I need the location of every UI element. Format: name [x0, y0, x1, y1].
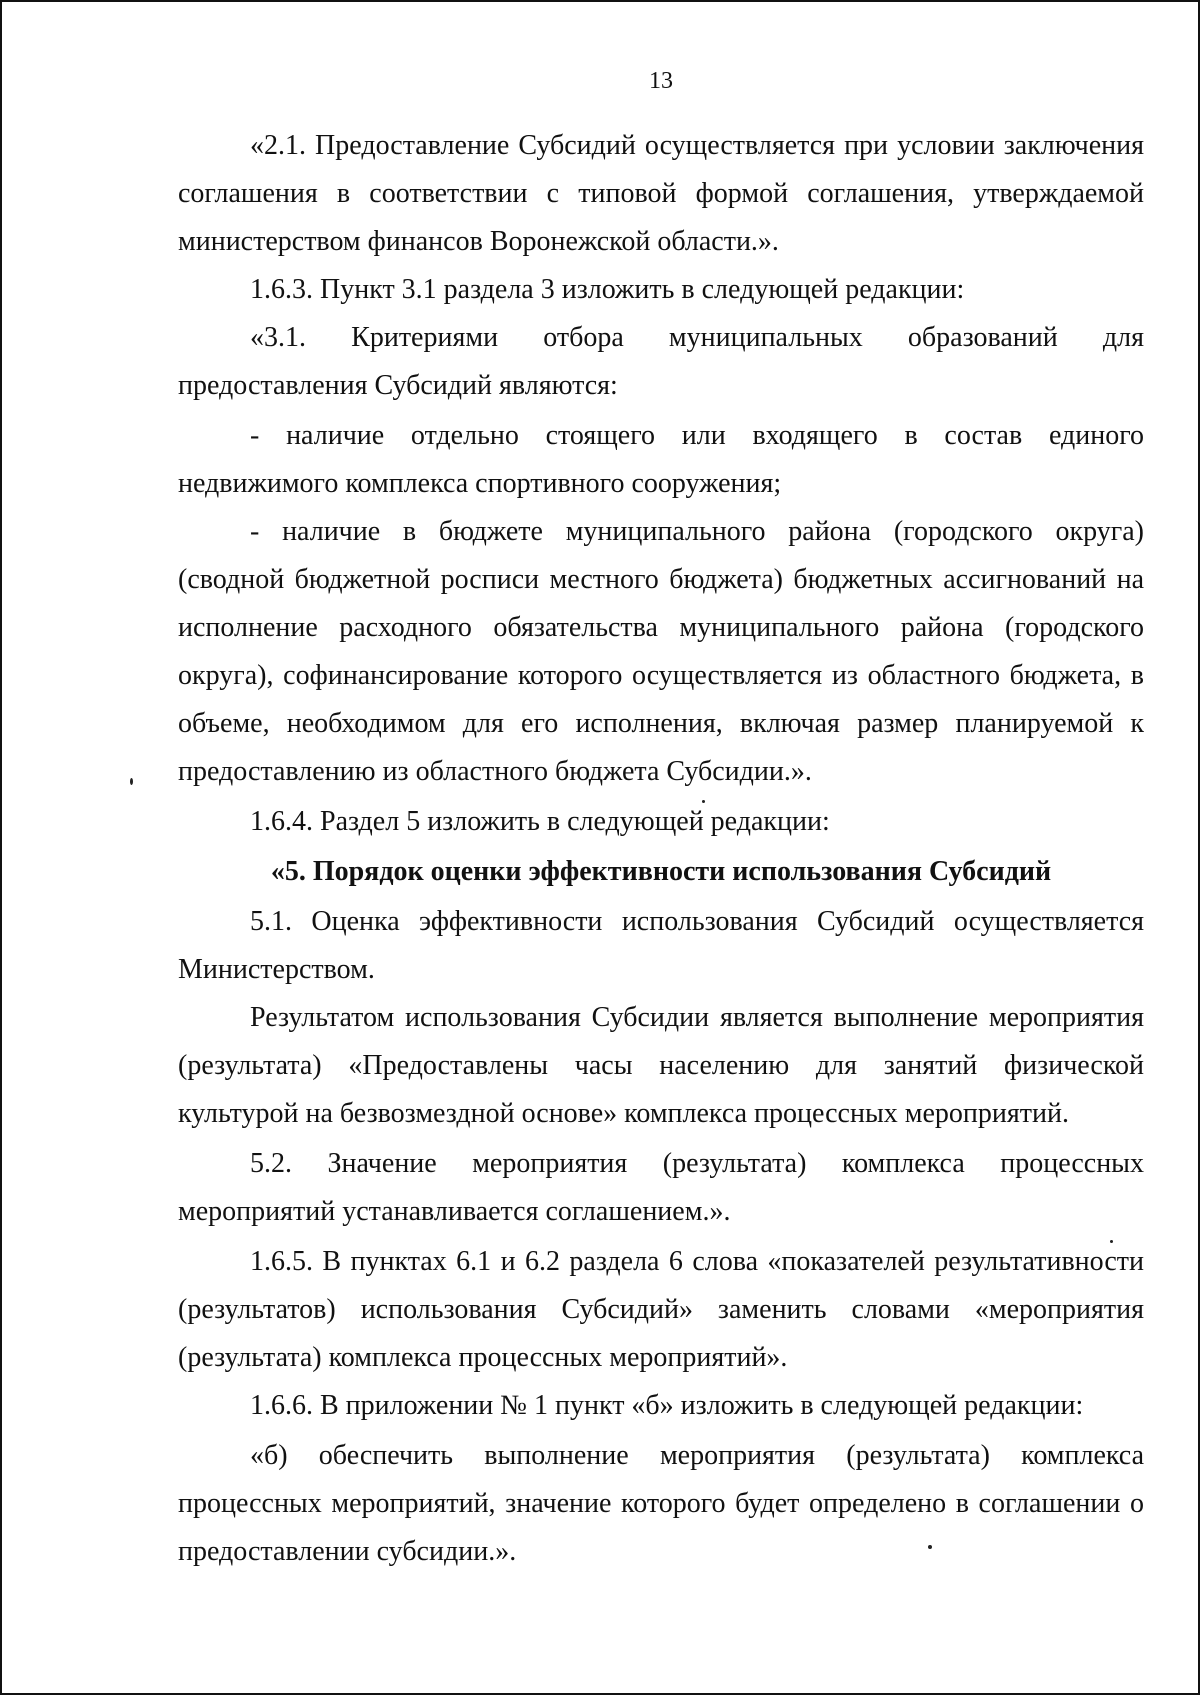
paragraph-1-6-5: 1.6.5. В пунктах 6.1 и 6.2 раздела 6 слова «показателей результативности (результатов) использования Субсидий» заменить словами «мероприятия (результата) комплекса процессных мероприятий».: [178, 1246, 1144, 1373]
scan-speck: [702, 800, 705, 803]
scan-speck: [130, 778, 133, 785]
paragraph-2-1: «2.1. Предоставление Субсидий осуществляется при условии заключения соглашения в соответствии с типовой формой соглашения, утверждаемой министерством финансов Воронежской области.».: [178, 130, 1144, 257]
paragraph-1-6-4: 1.6.4. Раздел 5 изложить в следующей редакции:: [250, 806, 830, 837]
paragraph-result: Результатом использования Субсидии является выполнение мероприятия (результата) «Предоставлены часы населению для занятий физической культурой на безвозмездной основе» комплекса процессных мероприятий.: [178, 1002, 1144, 1129]
paragraph-5-2: 5.2. Значение мероприятия (результата) комплекса процессных мероприятий устанавливается соглашением.».: [178, 1148, 1144, 1227]
paragraph-item-b: «б) обеспечить выполнение мероприятия (результата) комплекса процессных мероприятий, значение которого будет определено в соглашении о предоставлении субсидии.».: [178, 1440, 1144, 1567]
paragraph-1-6-3: 1.6.3. Пункт 3.1 раздела 3 изложить в следующей редакции:: [250, 274, 965, 305]
page-number: 13: [649, 68, 673, 94]
paragraph-criterion-budget: - наличие в бюджете муниципального района (городского округа) (сводной бюджетной росписи местного бюджета) бюджетных ассигнований на исполнение расходного обязательства муниципального района (городского округа), софинансирование которого осуществляется из областного бюджета, в объеме, необходимом для его исполнения, включая размер планируемой к предоставлению из областного бюджета Субсидии.».: [178, 516, 1144, 787]
paragraph-criterion-facility: - наличие отдельно стоящего или входящего в состав единого недвижимого комплекса спортивного сооружения;: [178, 420, 1144, 499]
scan-speck: [928, 1545, 932, 1549]
paragraph-5-1: 5.1. Оценка эффективности использования Субсидий осуществляется Министерством.: [178, 906, 1144, 985]
paragraph-1-6-6: 1.6.6. В приложении № 1 пункт «б» изложить в следующей редакции:: [250, 1390, 1084, 1421]
section-5-heading: «5. Порядок оценки эффективности использования Субсидий: [270, 856, 1052, 887]
paragraph-3-1: «3.1. Критериями отбора муниципальных образований для предоставления Субсидий являются:: [178, 322, 1144, 401]
scan-speck: [1110, 1240, 1113, 1243]
